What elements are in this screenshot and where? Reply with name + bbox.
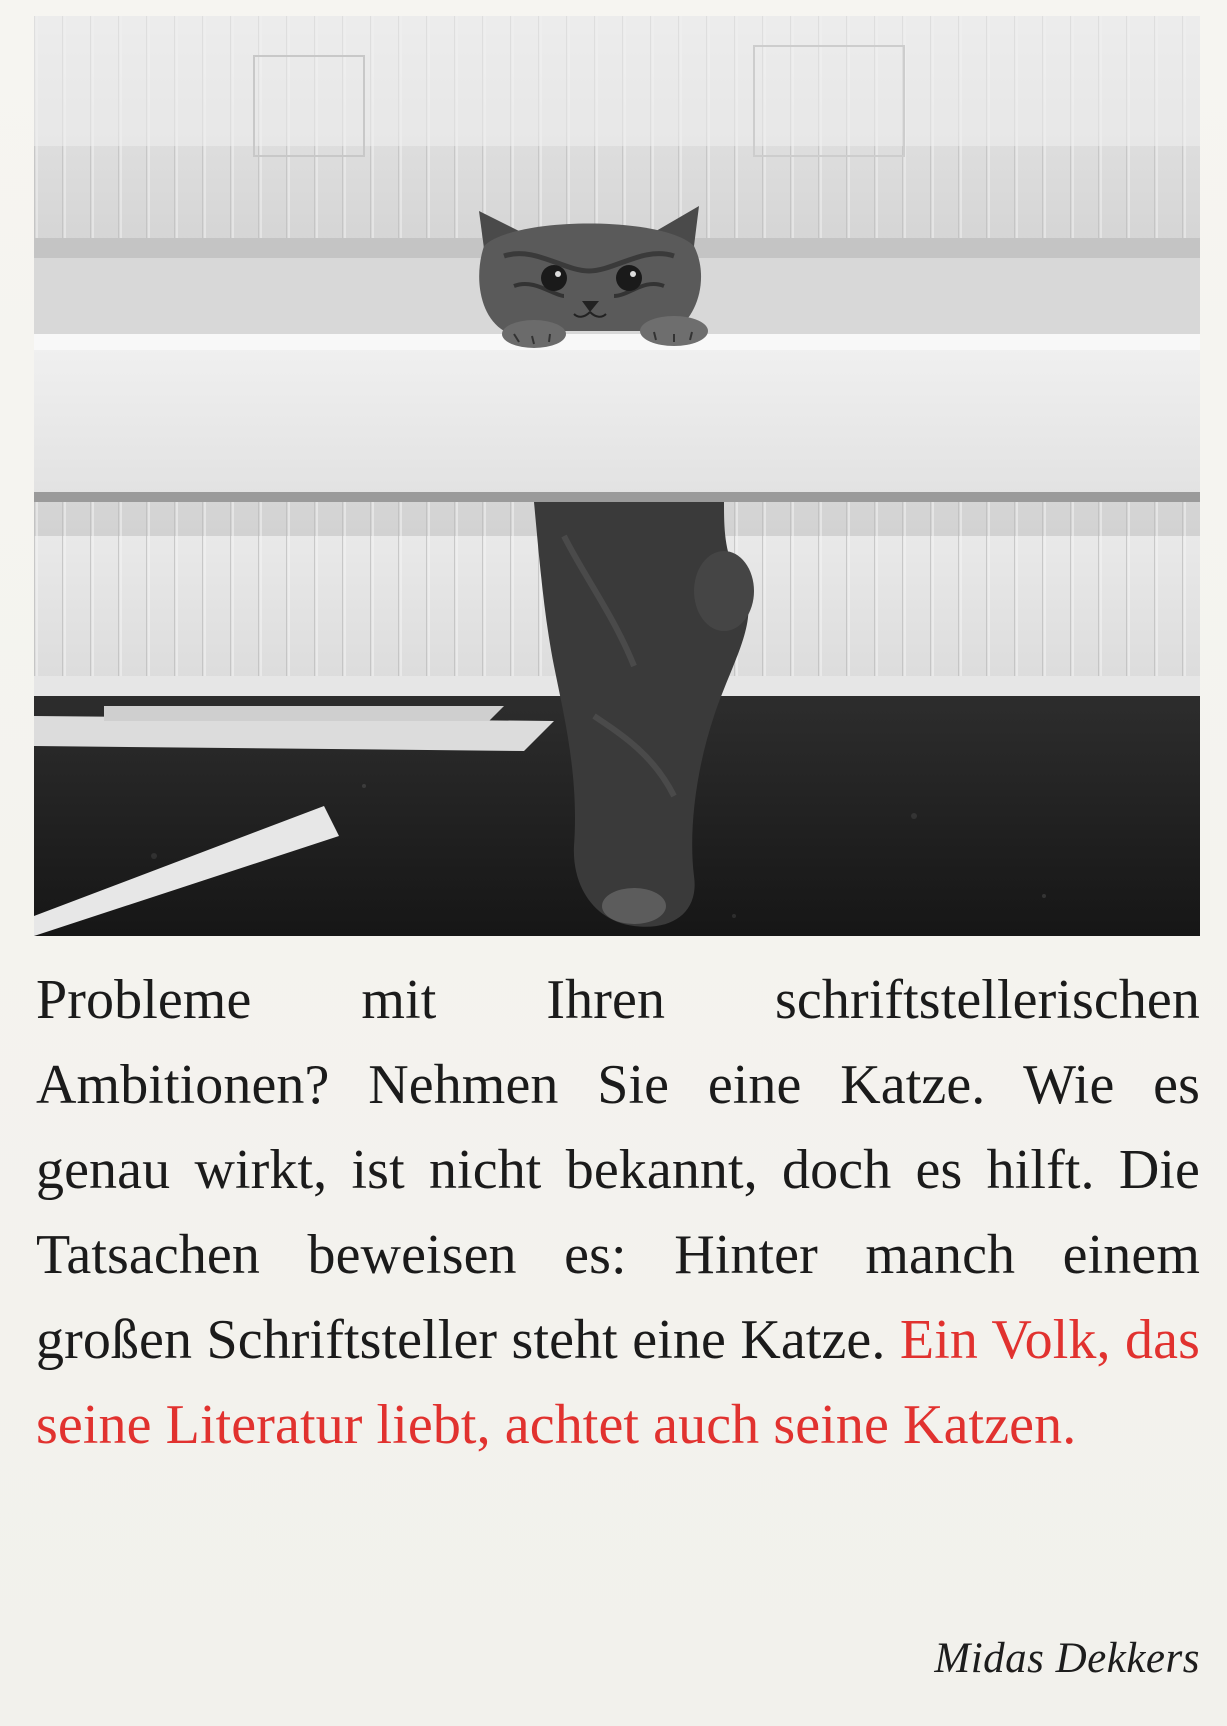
- author-signature: Midas Dekkers: [934, 1635, 1200, 1682]
- kitten-photo: [34, 16, 1200, 936]
- quote-black-text: Probleme mit Ihren schriftstellerischen Ambitionen? Nehmen Sie eine Katze. Wie es genau wirkt, ist nicht bekannt, doch es hilft. Die Tatsachen beweisen es: Hinter manch einem großen Schriftsteller steht eine Katze.: [36, 969, 1200, 1371]
- quote-text: [36, 958, 1200, 1468]
- quote-red-text: Ein Volk, das seine Literatur liebt, achtet auch seine Katzen.: [36, 1309, 1200, 1456]
